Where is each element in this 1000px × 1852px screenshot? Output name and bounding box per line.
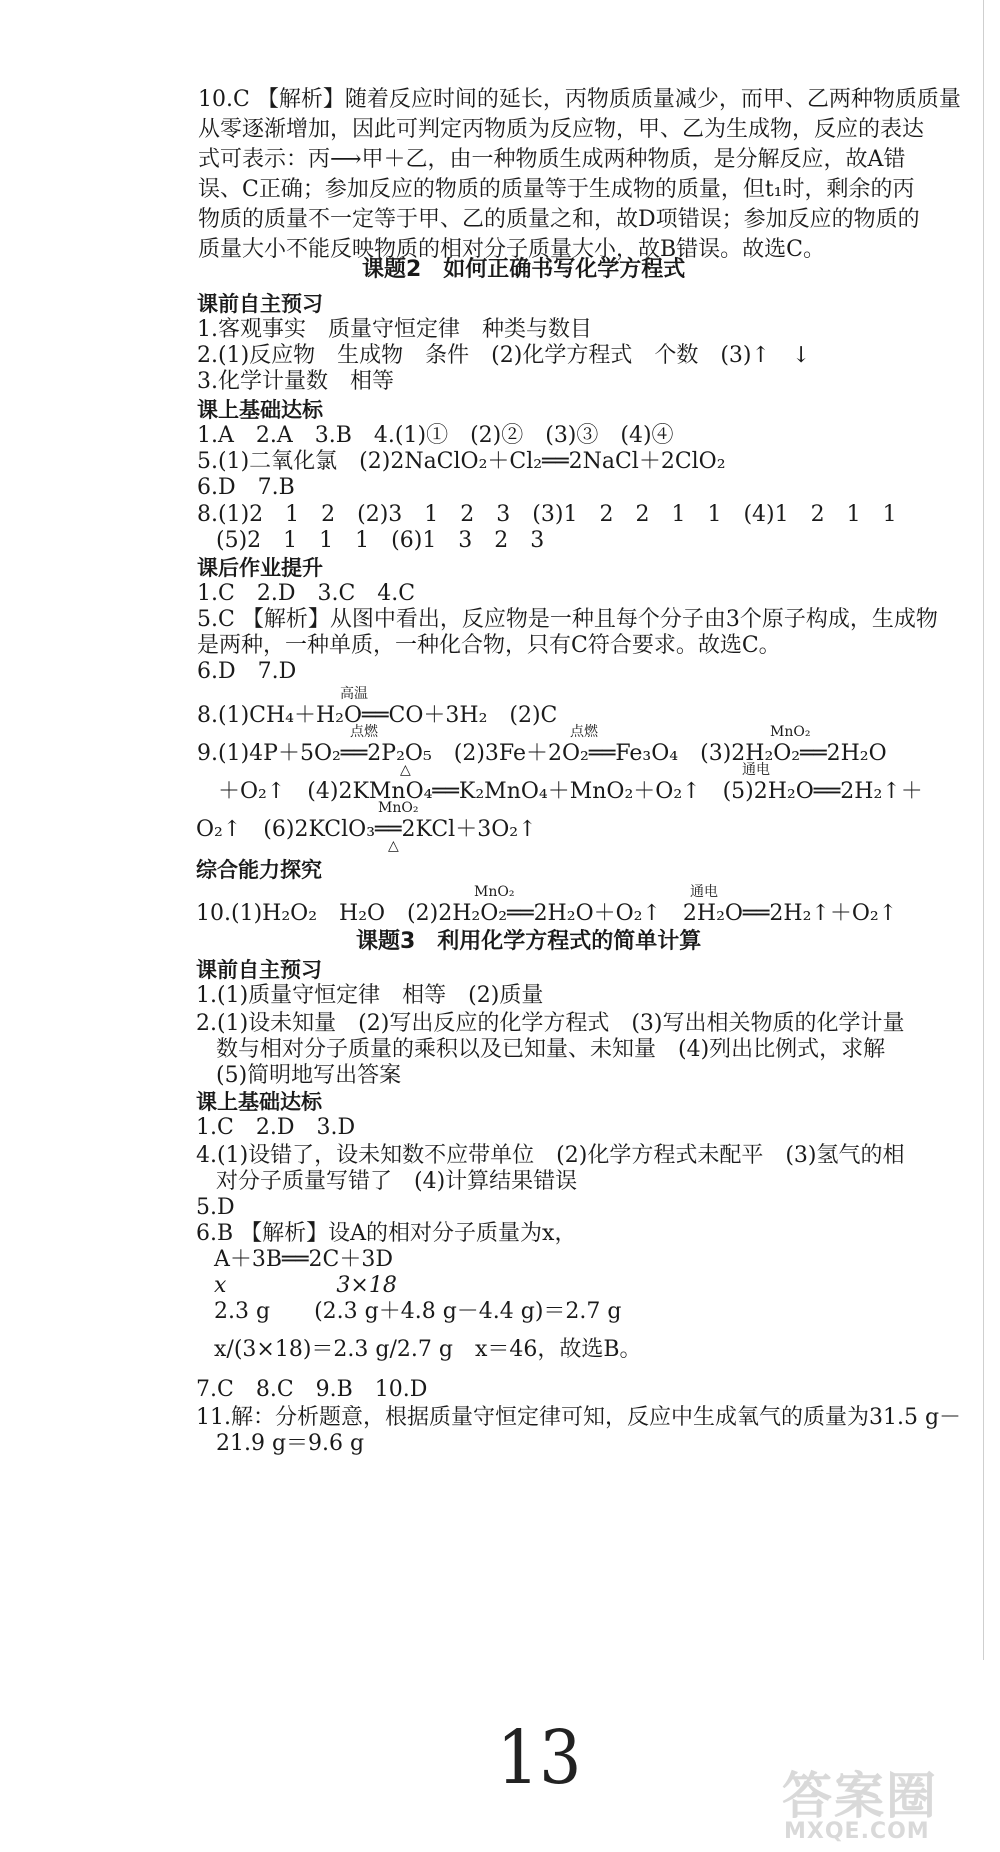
text-line: 是两种，一种单质，一种化合物，只有C符合要求。故选C。 [197, 633, 781, 658]
text-line: 5.(1)二氧化氯 (2)2NaClO₂＋Cl₂══2NaCl＋2ClO₂ [197, 449, 726, 474]
section-heading: 综合能力探究 [196, 858, 322, 882]
text-line: A＋3B══2C＋3D [214, 1247, 394, 1272]
text-line: 2.(1)设未知量 (2)写出反应的化学方程式 (3)写出相关物质的化学计量 [196, 1011, 905, 1036]
lesson-title: 课题2 如何正确书写化学方程式 [362, 257, 686, 282]
section-heading: 课后作业提升 [197, 556, 323, 580]
condition-label: MnO₂ [770, 724, 811, 740]
text-line: 数与相对分子质量的乘积以及已知量、未知量 (4)列出比例式，求解 [216, 1037, 886, 1062]
text-line: 误、C正确；参加反应的物质的质量等于生成物的质量，但t₁时，剩余的丙 [198, 177, 915, 202]
text-line: ＋O₂↑ (4)2KMnO₄══K₂MnO₄＋MnO₂＋O₂↑ (5)2H₂O══2H₂↑＋ [218, 779, 923, 804]
section-heading: 课前自主预习 [197, 292, 323, 316]
text-line: 4.(1)设错了，设未知数不应带单位 (2)化学方程式未配平 (3)氢气的相 [196, 1143, 905, 1168]
text-line: x 3×18 [214, 1273, 397, 1298]
text-line: 3.化学计量数 相等 [197, 369, 394, 394]
text-line: 10.(1)H₂O₂ H₂O (2)2H₂O₂══2H₂O＋O₂↑ 2H₂O══2H₂↑＋O₂↑ [196, 901, 898, 926]
condition-label: △ [400, 762, 411, 778]
text-line: 对分子质量写错了 (4)计算结果错误 [216, 1169, 578, 1194]
text-line: 式可表示：丙⟶甲＋乙，由一种物质生成两种物质，是分解反应，故A错 [198, 147, 906, 172]
text-line: 10.C 【解析】随着反应时间的延长，丙物质质量减少，而甲、乙两种物质质量 [198, 87, 961, 112]
condition-label: 通电 [742, 762, 770, 778]
watermark-logo-text: 答案圈 [782, 1767, 938, 1825]
condition-label: MnO₂ [474, 884, 515, 900]
condition-label: △ [388, 838, 399, 854]
text-line: (5)2 1 1 1 (6)1 3 2 3 [216, 528, 545, 553]
text-line: 6.B 【解析】设A的相对分子质量为x， [196, 1221, 577, 1246]
section-heading: 课上基础达标 [197, 398, 323, 422]
text-line: 物质的质量不一定等于甲、乙的质量之和，故D项错误；参加反应的物质的 [198, 207, 920, 232]
text-line: 11.解：分析题意，根据质量守恒定律可知，反应中生成氧气的质量为31.5 g－ [196, 1405, 962, 1430]
condition-label: 点燃 [570, 724, 598, 740]
text-line: 6.D 7.D [197, 659, 297, 684]
lesson-title: 课题3 利用化学方程式的简单计算 [356, 929, 702, 954]
condition-label: 高温 [340, 686, 368, 702]
watermark [782, 1767, 994, 1846]
page-edge-line [983, 0, 984, 1660]
text-line: 从零逐渐增加，因此可判定丙物质为反应物，甲、乙为生成物，反应的表达 [198, 117, 925, 142]
condition-label: MnO₂ [378, 800, 419, 816]
text-line: 1.(1)质量守恒定律 相等 (2)质量 [196, 983, 544, 1008]
text-line: 1.A 2.A 3.B 4.(1)① (2)② (3)③ (4)④ [197, 423, 674, 448]
text-line: 2.(1)反应物 生成物 条件 (2)化学方程式 个数 (3)↑ ↓ [197, 343, 811, 368]
text-line: 质量大小不能反映物质的相对分子质量大小，故B错误。故选C。 [198, 237, 826, 262]
text-line: O₂↑ (6)2KClO₃══2KCl＋3O₂↑ [196, 817, 537, 842]
handwritten-page-number: 13 [496, 1715, 582, 1801]
text-line: 2.3 g (2.3 g＋4.8 g－4.4 g)＝2.7 g [214, 1299, 622, 1324]
text-line: (5)简明地写出答案 [216, 1063, 402, 1088]
text-line: 5.D [196, 1195, 235, 1220]
text-line: 1.客观事实 质量守恒定律 种类与数目 [197, 317, 592, 342]
section-heading: 课前自主预习 [196, 958, 322, 982]
watermark-url: MXQE.COM [784, 1819, 930, 1844]
text-line: 8.(1)CH₄＋H₂O══CO＋3H₂ (2)C [197, 703, 558, 728]
text-line: 1.C 2.D 3.C 4.C [197, 581, 416, 606]
text-line: 21.9 g＝9.6 g [216, 1431, 365, 1456]
text-line: 8.(1)2 1 2 (2)3 1 2 3 (3)1 2 2 1 1 (4)1 2 1 1 [197, 502, 897, 527]
text-line: 1.C 2.D 3.D [196, 1115, 356, 1140]
text-line: 5.C 【解析】从图中看出，反应物是一种且每个分子由3个原子构成，生成物 [197, 607, 938, 632]
text-line: 7.C 8.C 9.B 10.D [196, 1377, 428, 1402]
condition-label: 点燃 [350, 724, 378, 740]
text-line: x/(3×18)＝2.3 g/2.7 g x＝46，故选B。 [214, 1337, 642, 1362]
condition-label: 通电 [690, 884, 718, 900]
text-line: 9.(1)4P＋5O₂══2P₂O₅ (2)3Fe＋2O₂══Fe₃O₄ (3)2H₂O₂══2H₂O [197, 741, 887, 766]
section-heading: 课上基础达标 [196, 1090, 322, 1114]
text-line: 6.D 7.B [197, 475, 295, 500]
